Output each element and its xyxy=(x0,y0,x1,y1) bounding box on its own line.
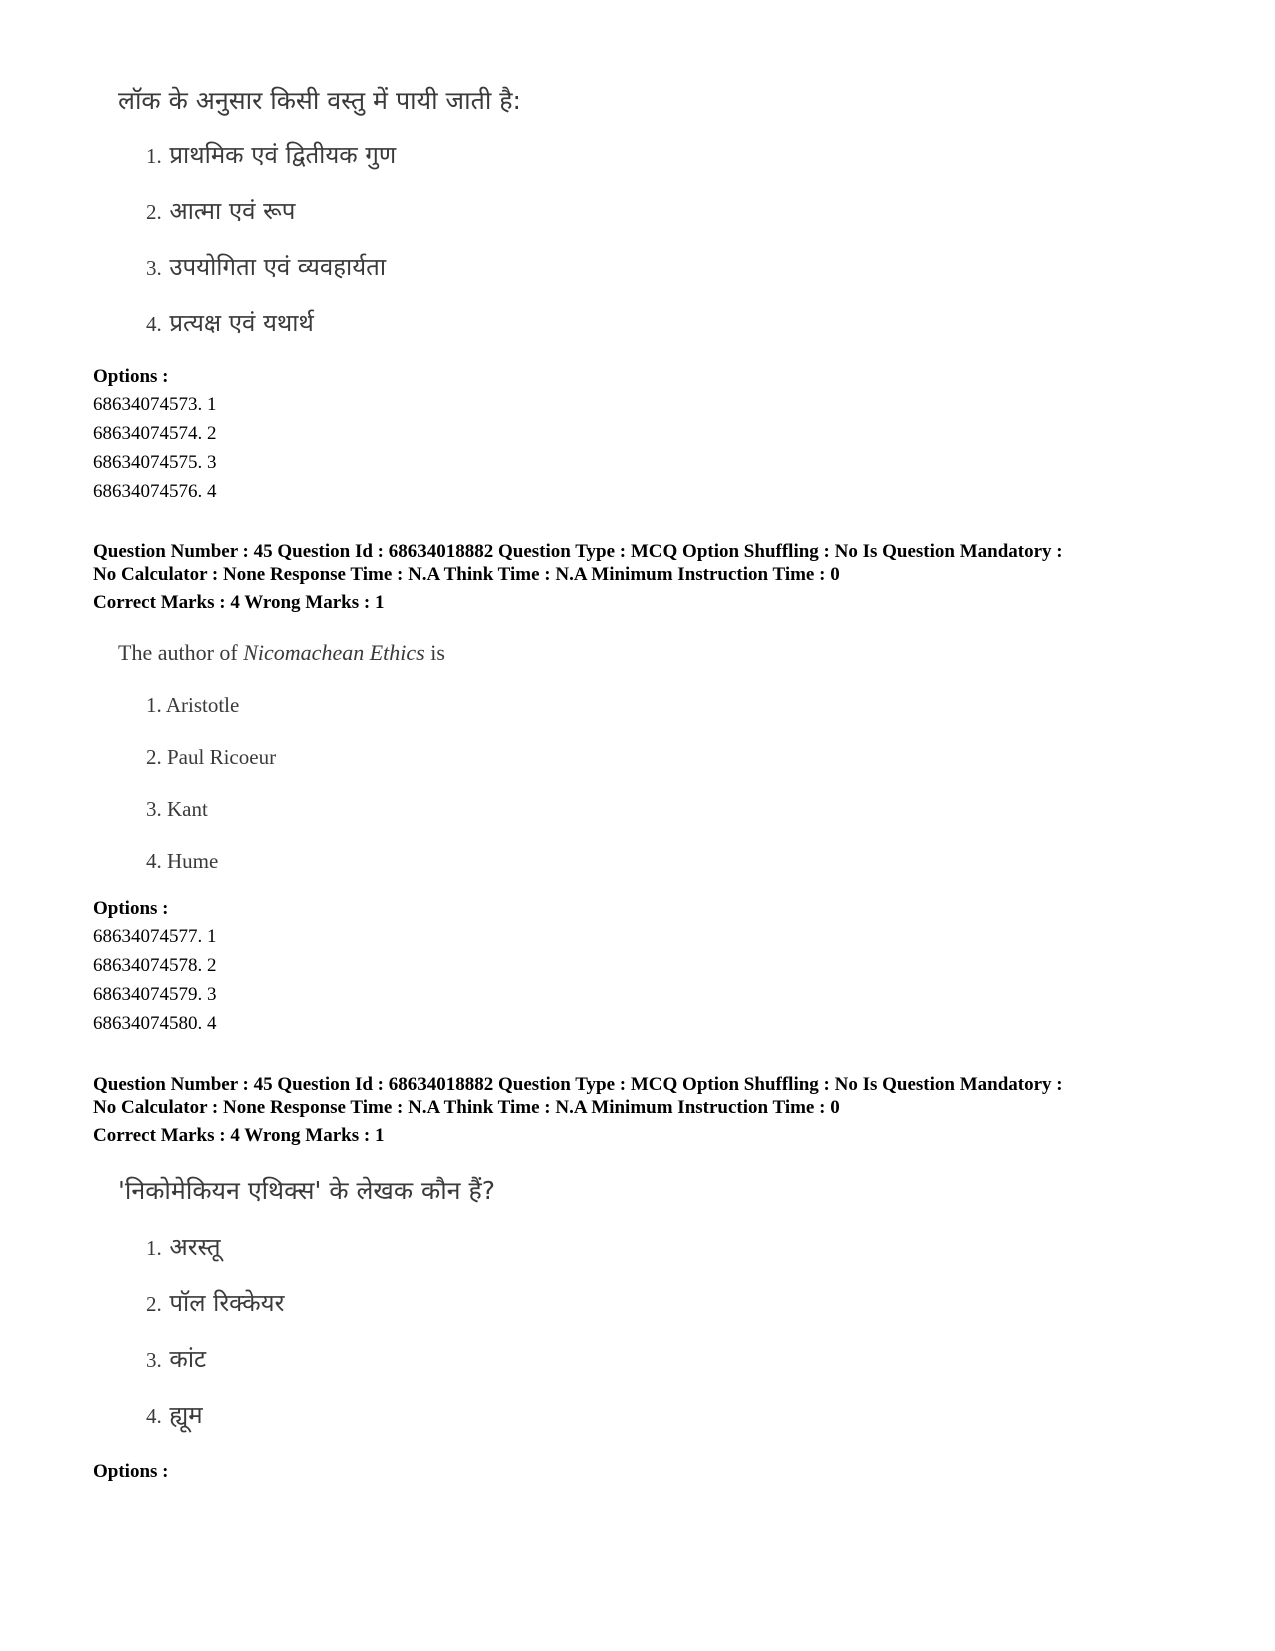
choice-number: 2. xyxy=(146,200,162,224)
choice-number: 3. xyxy=(146,1348,162,1372)
choice-item xyxy=(146,140,396,171)
choice-item xyxy=(146,252,386,283)
choice-item xyxy=(146,1344,206,1375)
choice-text: Hume xyxy=(167,849,219,873)
choice-item xyxy=(146,690,239,720)
option-id-line: 68634074575. 3 xyxy=(93,452,217,473)
choice-item xyxy=(146,1288,284,1319)
choice-number: 4. xyxy=(146,1404,162,1428)
choice-item xyxy=(146,1400,203,1431)
question-image-hindi-nicomachean xyxy=(118,1176,496,1429)
option-id-line: 68634074573. 1 xyxy=(93,394,217,415)
choice-number: 1. xyxy=(146,1236,162,1260)
question-image-hindi-locke xyxy=(118,86,521,337)
choice-item xyxy=(146,846,218,876)
choice-item xyxy=(146,1232,221,1263)
options-list xyxy=(93,922,217,1038)
choice-item xyxy=(146,196,295,227)
option-id-line: 68634074577. 1 xyxy=(93,926,217,947)
choice-number: 2. xyxy=(146,1292,162,1316)
choice-item xyxy=(146,794,208,824)
option-id-line: 68634074579. 3 xyxy=(93,984,217,1005)
question-stem: 'निकोमेकियन एथिक्स' के लेखक कौन हैं? xyxy=(118,1176,496,1205)
choice-text: Paul Ricoeur xyxy=(167,745,277,769)
question-stem xyxy=(118,638,445,668)
choice-text: पॉल रिक्केयर xyxy=(169,1289,285,1317)
choice-text: अरस्तू xyxy=(169,1233,221,1261)
choice-number: 4. xyxy=(146,849,162,873)
choice-text: ह्यूम xyxy=(169,1401,203,1429)
choice-number: 1. xyxy=(146,144,162,168)
options-heading: Options : xyxy=(93,898,169,919)
choice-number: 4. xyxy=(146,312,162,336)
stem-prefix: The author of xyxy=(118,640,244,665)
option-id-line: 68634074576. 4 xyxy=(93,481,217,502)
question-marks: Correct Marks : 4 Wrong Marks : 1 xyxy=(93,1125,385,1146)
choice-number: 2. xyxy=(146,745,162,769)
choice-text: कांट xyxy=(169,1345,207,1373)
choice-text: Aristotle xyxy=(165,693,240,717)
choice-text: आत्मा एवं रूप xyxy=(169,197,296,225)
choice-number: 3. xyxy=(146,797,162,821)
option-id-line: 68634074578. 2 xyxy=(93,955,217,976)
question-marks: Correct Marks : 4 Wrong Marks : 1 xyxy=(93,592,385,613)
options-list xyxy=(93,390,217,506)
option-id-line: 68634074580. 4 xyxy=(93,1013,217,1034)
choice-text: प्राथमिक एवं द्वितीयक गुण xyxy=(169,141,397,169)
options-heading: Options : xyxy=(93,366,169,387)
question-image-english-nicomachean xyxy=(118,638,445,873)
question-meta-line: No Calculator : None Response Time : N.A Think Time : N.A Minimum Instruction Time : 0 xyxy=(93,1097,840,1118)
choice-text: उपयोगिता एवं व्यवहार्यता xyxy=(169,253,387,281)
choice-item xyxy=(146,308,314,339)
question-stem: लॉक के अनुसार किसी वस्तु में पायी जाती है: xyxy=(118,86,521,115)
choice-text: Kant xyxy=(167,797,208,821)
stem-book-title: Nicomachean Ethics xyxy=(243,640,425,665)
question-meta-line: Question Number : 45 Question Id : 68634018882 Question Type : MCQ Option Shuffling : No Is Question Mandatory : xyxy=(93,1074,1063,1095)
choice-number: 3. xyxy=(146,256,162,280)
choice-number: 1. xyxy=(146,693,162,717)
option-id-line: 68634074574. 2 xyxy=(93,423,217,444)
choice-text: प्रत्यक्ष एवं यथार्थ xyxy=(169,309,314,337)
question-meta-line: Question Number : 45 Question Id : 68634018882 Question Type : MCQ Option Shuffling : No Is Question Mandatory : xyxy=(93,541,1063,562)
stem-suffix: is xyxy=(424,640,445,665)
choice-item xyxy=(146,742,276,772)
question-meta-line: No Calculator : None Response Time : N.A Think Time : N.A Minimum Instruction Time : 0 xyxy=(93,564,840,585)
options-heading: Options : xyxy=(93,1461,169,1482)
